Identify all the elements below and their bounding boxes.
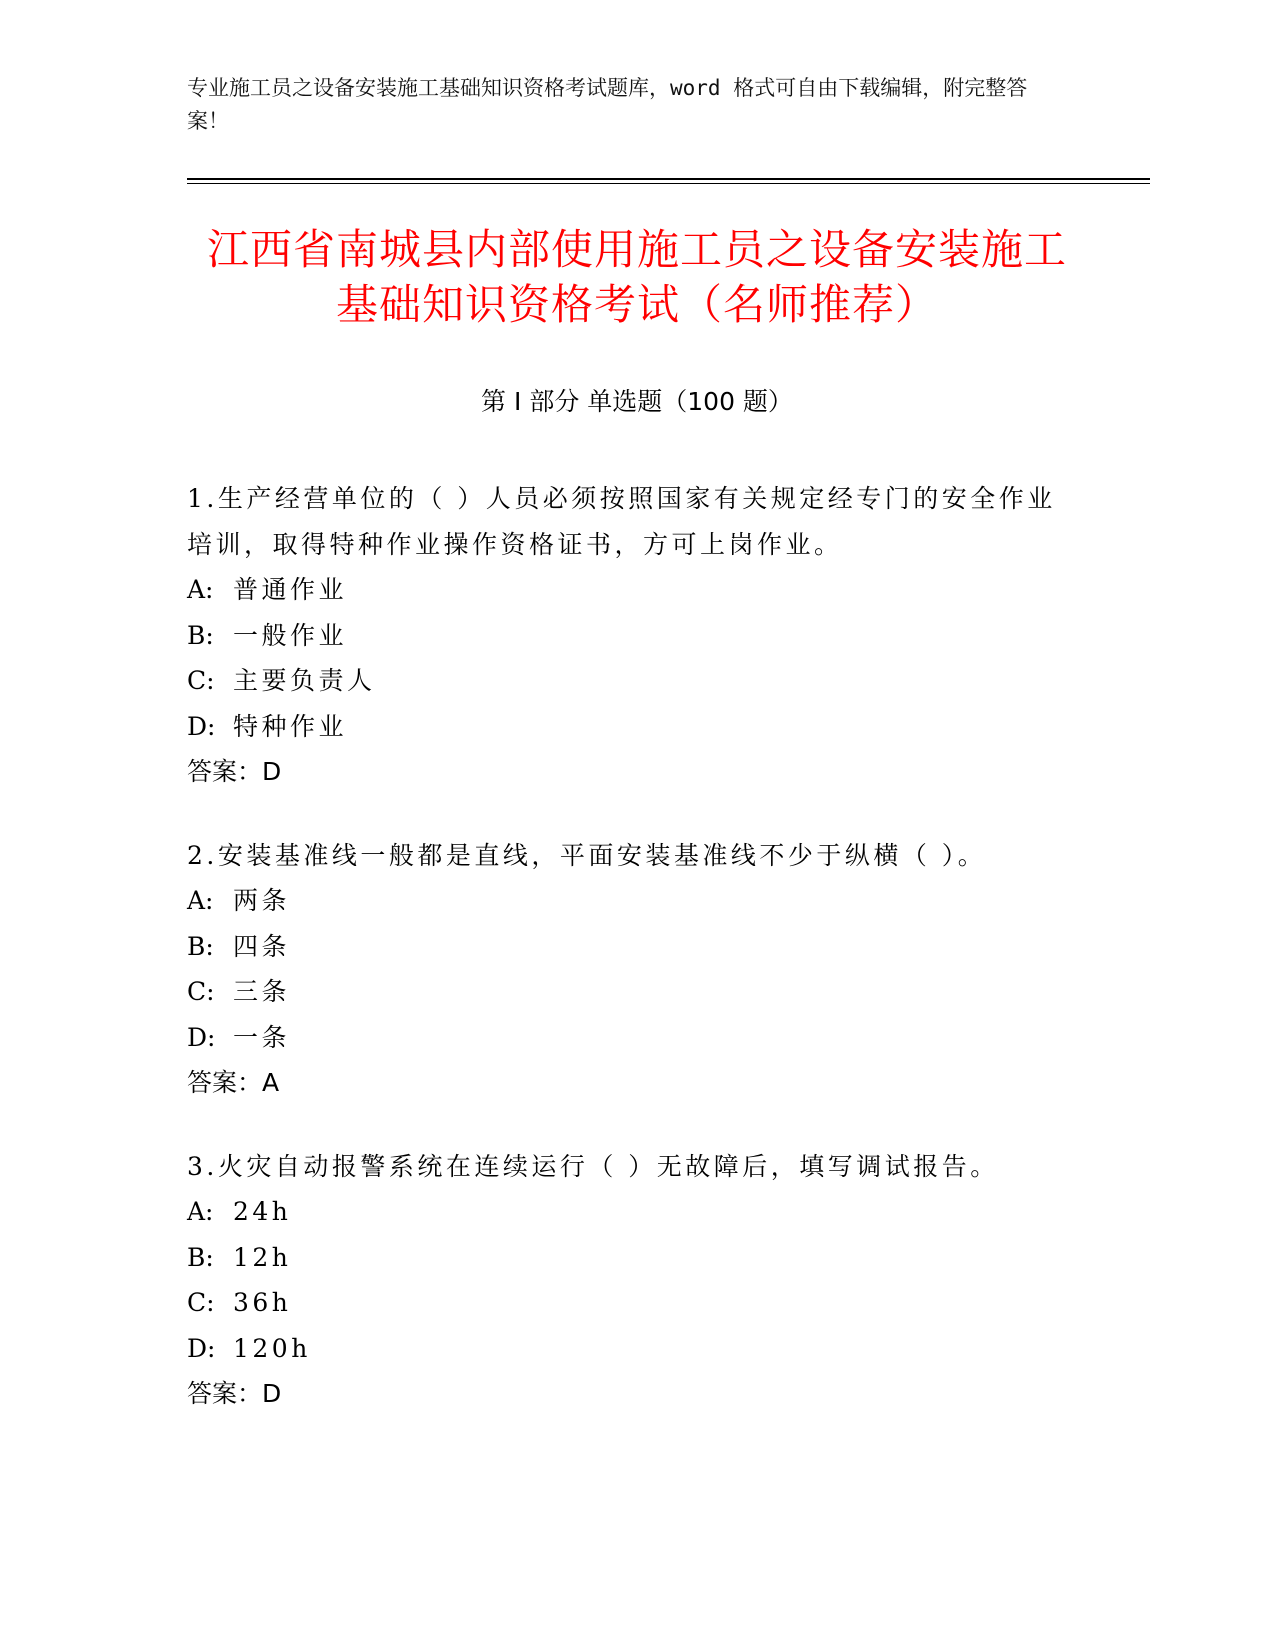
header-divider-thin bbox=[187, 183, 1150, 184]
option-letter: C: bbox=[187, 666, 215, 695]
option-letter: A: bbox=[187, 1197, 214, 1226]
option-d bbox=[187, 704, 1087, 750]
option-letter: B: bbox=[187, 931, 214, 961]
question-stem: 2.安装基准线一般都是直线，平面安装基准线不少于纵横（ ）。 bbox=[187, 840, 987, 870]
option-letter: D: bbox=[187, 711, 216, 741]
option-text: 120h bbox=[233, 1333, 311, 1363]
question-stem: 3.火灾自动报警系统在连续运行（ ）无故障后，填写调试报告。 bbox=[187, 1151, 999, 1181]
option-c bbox=[187, 1280, 1087, 1326]
question-3 bbox=[187, 1144, 1087, 1417]
option-letter: D: bbox=[187, 1022, 216, 1052]
option-c bbox=[187, 658, 1087, 704]
question-2 bbox=[187, 833, 1087, 1106]
answer-line: 答案：D bbox=[187, 1379, 282, 1408]
option-b bbox=[187, 924, 1087, 970]
option-letter: A: bbox=[187, 575, 214, 604]
option-text: 四条 bbox=[233, 931, 291, 961]
option-text: 三条 bbox=[233, 977, 291, 1006]
option-text: 36h bbox=[233, 1288, 292, 1317]
option-letter: B: bbox=[187, 620, 214, 650]
question-stem: 1.生产经营单位的（ ）人员必须按照国家有关规定经专门的安全作业培训，取得特种作业操作资格证书，方可上岗作业。 bbox=[187, 484, 1056, 559]
option-text: 普通作业 bbox=[233, 575, 348, 604]
option-letter: B: bbox=[187, 1242, 214, 1272]
option-letter: C: bbox=[187, 1288, 215, 1317]
option-text: 两条 bbox=[233, 886, 291, 915]
option-letter: A: bbox=[187, 886, 214, 915]
option-b bbox=[187, 613, 1087, 659]
option-a bbox=[187, 567, 1087, 613]
section-title: 第 I 部分 单选题（100 题） bbox=[481, 387, 793, 416]
option-text: 特种作业 bbox=[233, 711, 348, 741]
option-a bbox=[187, 878, 1087, 924]
option-d bbox=[187, 1015, 1087, 1061]
option-text: 一般作业 bbox=[233, 620, 348, 650]
answer-line: 答案：A bbox=[187, 1068, 280, 1097]
option-letter: D: bbox=[187, 1333, 216, 1363]
option-text: 24h bbox=[233, 1197, 292, 1226]
option-a bbox=[187, 1189, 1087, 1235]
header-note: 专业施工员之设备安装施工基础知识资格考试题库，word 格式可自由下载编辑，附完整答案！ bbox=[187, 76, 1028, 133]
question-list bbox=[187, 476, 1087, 1455]
question-1 bbox=[187, 476, 1087, 795]
option-letter: C: bbox=[187, 977, 215, 1006]
header-divider-thick bbox=[187, 178, 1150, 180]
option-text: 主要负责人 bbox=[233, 666, 376, 695]
option-d bbox=[187, 1326, 1087, 1372]
option-b bbox=[187, 1235, 1087, 1281]
answer-line: 答案：D bbox=[187, 757, 282, 786]
option-c bbox=[187, 969, 1087, 1015]
option-text: 一条 bbox=[233, 1022, 291, 1052]
option-text: 12h bbox=[233, 1242, 292, 1272]
document-title: 江西省南城县内部使用施工员之设备安装施工基础知识资格考试（名师推荐） bbox=[206, 225, 1067, 329]
